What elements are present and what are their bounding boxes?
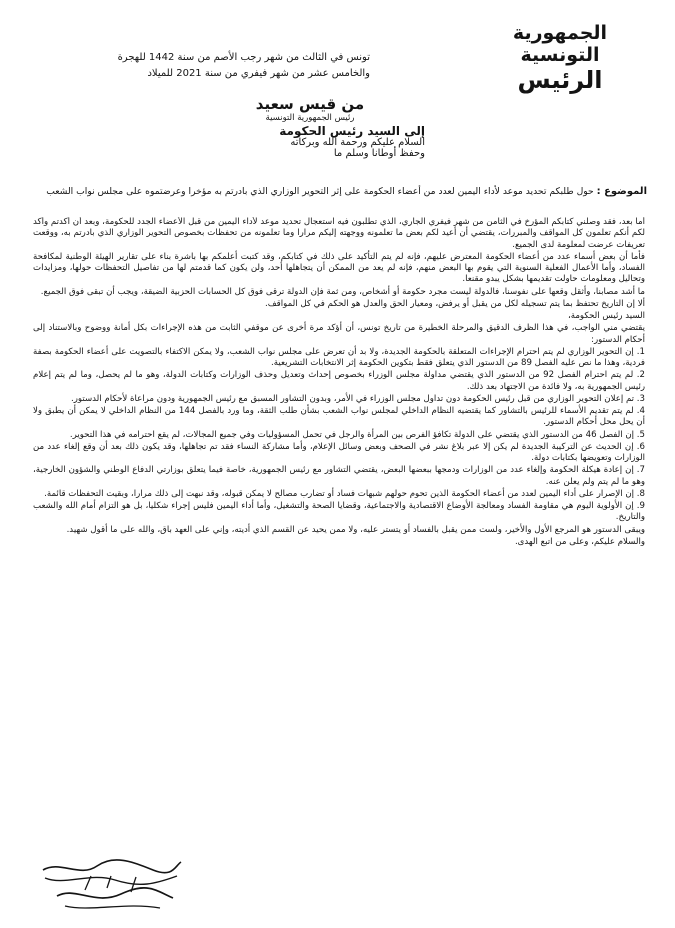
body-paragraph: ما أشد مصابنا، وأثقل وقعها على نفوسنا، فالدولة ليست مجرد حكومة أو أشخاص، ومن ثمة فإن الدولة ترقى فوق كل الحسابات الحزبية الضيقة، ويجب أن تبقى فوق الجميع.	[40, 286, 645, 297]
body-paragraph: أما بعد، فقد وصلني كتابكم المؤرخ في الثامن من شهر فيفري الجاري، الذي تطلبون فيه استعجال تحديد موعد لأداء اليمين من قبل الأعضاء الجدد للحكومة، وبعد أن أكدتم وأكد لكم أنكم تعلمون كل المواقف والمبررات، يقتضي أن أعيد لكم بعض ما تعلمونه ووجهته إليكم مرارا وما تعلمونه من تحفظات بخصوص التحوير الوزاري الذي بادرتم به، ووقعت تعريفات عرضت لمعلومة لدى الجميع.	[33, 217, 645, 250]
body-paragraph: 6. إن الحديث عن التركيبة الجديدة لم يكن إلا عبر بلاغ نشر في الصحف وبعض وسائل الإعلام، وأما مشاركة النساء فقد تم تجاهلها، وقد يكون ذلك بعد أن وقع إلغاء عدد من الوزارات وتعويضها بكتابات دولة.	[33, 441, 645, 463]
letterhead-republic: الجمهورية التونسية	[512, 22, 608, 66]
body-paragraph: 5. إن الفصل 46 من الدستور الذي يقتضي على الدولة تكافؤ الفرص بين المرأة والرجل في تحمل المسؤوليات وفي جميع المجالات، لم يقع احترامه في هذا التحوير.	[69, 429, 645, 440]
salutation-2: وحفظ أوطانا وسلم ما	[333, 148, 425, 159]
body-paragraph: السيد رئيس الحكومة،	[567, 311, 645, 321]
recipient-block	[235, 126, 425, 159]
body-paragraph: يقتضي مني الواجب، في هذا الظرف الدقيق والمرحلة الخطيرة من تاريخ تونس، أن أؤكد مرة أخرى عن موقفي الثابت من هذه الإجراءات بكل أمانة ووضوح وبالاستناد إلى أحكام الدستور:	[33, 323, 645, 345]
body-paragraph: 1. إن التحوير الوزاري لم يتم احترام الإجراءات المتعلقة بالحكومة الجديدة، ولا بد أن تعرض على مجلس نواب الشعب، ولا يمكن الاكتفاء بالتصويت على أعضاء الحكومة بصفة فردية، وهذا ما نص عليه الفصل 89 من الدستور الذي يتعلق فقط بتكوين الحكومة إثر الانتخابات التشريعية.	[33, 346, 645, 368]
sender-title: رئيس الجمهورية التونسية	[265, 113, 355, 123]
date-block	[70, 50, 370, 82]
sender-block	[250, 95, 370, 123]
body-paragraph: فأما أن بعض أسماء عدد من أعضاء الحكومة المعترض عليهم، فإنه لم يتم التأكيد على ذلك في كتابكم، وقد كتبت أعلمكم بها باشرة بناء على تقارير الهيئة الوطنية لمكافحة الفساد، وأما الأعمال الفعلية السنوية التي يقوم بها البعض منهم، فإنه لم يعد من الممكن أن يتجاهلها أحد، ولن يكون كما قدمتم لها من تفاصيل التحفظات حولها، ومزايدات وتحاليل ومعلومات حاولت تقديمها بشكل يبدو مقنعا.	[33, 251, 645, 285]
subject-line	[37, 186, 647, 199]
body-paragraph: 8. إن الإصرار على أداء اليمين لعدد من أعضاء الحكومة الذين تحوم حولهم شبهات فساد أو تضارب مصالح لا يمكن قبوله، وقد نبهت إلى ذلك مرارا، وبقيت التحفظات قائمة.	[44, 488, 645, 499]
body-paragraph: 3. تم إعلان التحوير الوزاري من قبل رئيس الحكومة دون تداول مجلس الوزراء في الأمر، وبدون التشاور المسبق مع رئيس الجمهورية ودون مراعاة لأحكام الدستور.	[71, 393, 645, 404]
body-paragraph: 7. إن إعادة هيكلة الحكومة وإلغاء عدد من الوزارات ودمجها ببعضها البعض، يقتضي التشاور مع رئيس الجمهورية، خاصة فيما يتعلق بوزارتي الدفاع الوطني والشؤون الخارجية، وهو ما لم يتم ولم يعلن عنه.	[33, 465, 645, 487]
recipient-title: إلى السيد رئيس الحكومة	[279, 124, 425, 138]
letterhead	[485, 22, 635, 94]
letter-body	[33, 217, 645, 847]
date-hijri: تونس في الثالث من شهر رجب الأصم من سنة 1442 للهجرة	[117, 52, 370, 63]
closing-line: والسلام عليكم، وعلى من اتبع الهدى.	[514, 536, 645, 547]
body-paragraph: ويبقى الدستور هو المرجع الأول والأخير، ولست ممن يقبل بالفساد أو يتستر عليه، ولا ممن يحيد عن القسم الذي أديته، وإني على العهد باق، والله على ما أقول شهيد.	[66, 524, 645, 535]
body-paragraph: ألا إن التاريخ تحتفظ بما يتم تسجيله لكل من يقبل أو يرفض، ومعيار الحق والعدل هو الحكم في كل المواقف.	[265, 298, 645, 309]
letterhead-president: الرئيس	[517, 66, 603, 94]
date-gregorian: والخامس عشر من شهر فيفري من سنة 2021 للميلاد	[147, 68, 370, 79]
signature	[35, 856, 185, 916]
subject-text: حول طلبكم تحديد موعد لأداء اليمين لعدد من أعضاء الحكومة على إثر التحوير الوزاري الذي بادرتم به مؤخرا وعرضتموه على مجلس نواب الشعب	[46, 186, 594, 197]
body-paragraph: 2. لم يتم احترام الفصل 92 من الدستور الذي يقتضي مداولة مجلس الوزراء بخصوص إحداث وتعديل وحذف الوزارات وكتابات الدولة، وهو ما لم يحصل، وما لم يتم إعلام رئيس الجمهورية به، ولا فائدة من الاجتهاد بعد ذلك.	[33, 370, 645, 392]
subject-label: الموضوع :	[596, 186, 647, 197]
body-paragraph: 4. لم يتم تقديم الأسماء للرئيس بالتشاور كما يقتضيه النظام الداخلي لمجلس نواب الشعب بشأن طلب الثقة، وما ورد بالفصل 144 من النظام الداخلي لا يمكن أن يطبق ولا أن يحل محل أحكام الدستور.	[33, 406, 645, 428]
sender-name: من قيس سعيد	[255, 95, 365, 113]
signature-scribble-icon	[35, 856, 185, 916]
salutation: السلام عليكم ورحمة الله وبركاته	[290, 137, 425, 148]
body-paragraph: 9. إن الأولوية اليوم هي مقاومة الفساد ومعالجة الأوضاع الاقتصادية والاجتماعية، وقضايا الصحة والتشغيل، وأما أداء اليمين فليس إجراء شكليا، بل هو التزام أمام الله والشعب والتاريخ.	[33, 501, 645, 523]
